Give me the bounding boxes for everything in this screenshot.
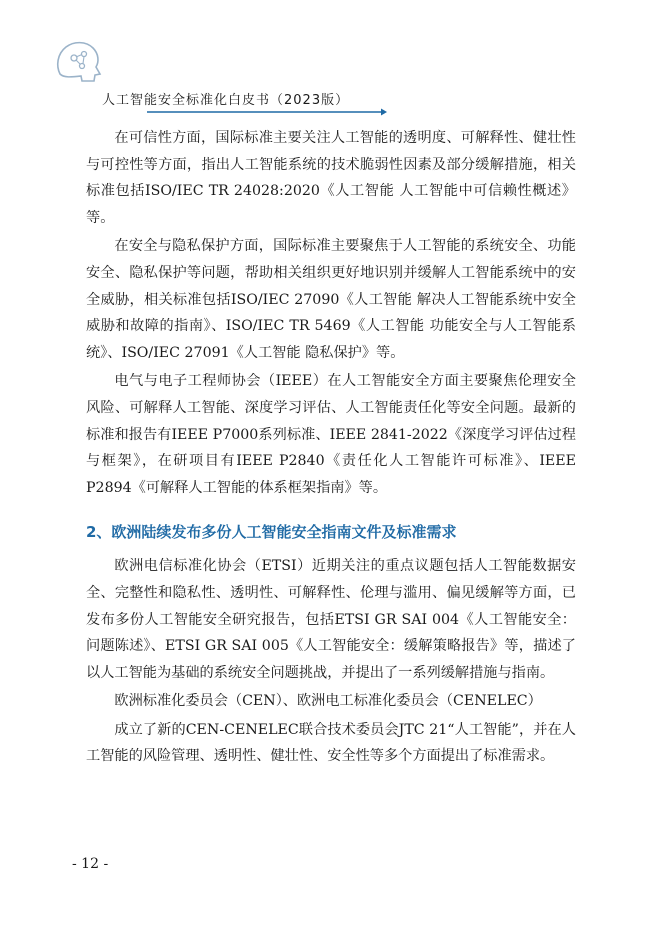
ai-head-icon	[52, 36, 106, 84]
section-heading: 2、欧洲陆续发布多份人工智能安全指南文件及标准需求	[86, 523, 457, 542]
header-rule	[147, 108, 387, 116]
document-body	[86, 125, 576, 772]
header-title: 人工智能安全标准化白皮书（2023版）	[102, 93, 350, 108]
page-header	[52, 36, 350, 108]
paragraph-trustworthiness: 在可信性方面，国际标准主要关注人工智能的透明度、可解释性、健壮性与可控性等方面，指出人工智能系统的技术脆弱性因素及部分缓解措施，相关标准包括ISO/IEC TR 24028:2020《人工智能 人工智能中可信赖性概述》等。	[86, 130, 576, 226]
page-number: - 12 -	[72, 856, 109, 872]
paragraph-cen-cenelec: 欧洲标准化委员会（CEN）、欧洲电工标准化委员会（CENELEC）	[114, 693, 542, 710]
paragraph-security-privacy: 在安全与隐私保护方面，国际标准主要聚焦于人工智能的系统安全、功能安全、隐私保护等问题，帮助相关组织更好地识别并缓解人工智能系统中的安全威胁，相关标准包括ISO/IEC 27090《人工智能 解决人工智能系统中安全威胁和故障的指南》、ISO/IEC TR 5469《人工智能 功能安全与人工智能系统》、ISO/IEC 27091《人工智能 隐私保护》等。	[86, 238, 576, 361]
paragraph-jtc21: 成立了新的CEN-CENELEC联合技术委员会JTC 21“人工智能”，并在人工智能的风险管理、透明性、健壮性、安全性等多个方面提出了标准需求。	[86, 721, 576, 765]
paragraph-etsi: 欧洲电信标准化协会（ETSI）近期关注的重点议题包括人工智能数据安全、完整性和隐私性、透明性、可解释性、伦理与滥用、偏见缓解等方面，已发布多份人工智能安全研究报告，包括ETSI GR SAI 004《人工智能安全：问题陈述》、ETSI GR SAI 005《人工智能安全：缓解策略报告》等，描述了以人工智能为基础的系统安全问题挑战，并提出了一系列缓解措施与指南。	[86, 558, 576, 681]
paragraph-ieee: 电气与电子工程师协会（IEEE）在人工智能安全方面主要聚焦伦理安全风险、可解释人工智能、深度学习评估、人工智能责任化等安全问题。最新的标准和报告有IEEE P7000系列标准、IEEE 2841-2022《深度学习评估过程与框架》，在研项目有IEEE P2840《责任化人工智能许可标准》、IEEE P2894《可解释人工智能的体系框架指南》等。	[86, 373, 576, 496]
